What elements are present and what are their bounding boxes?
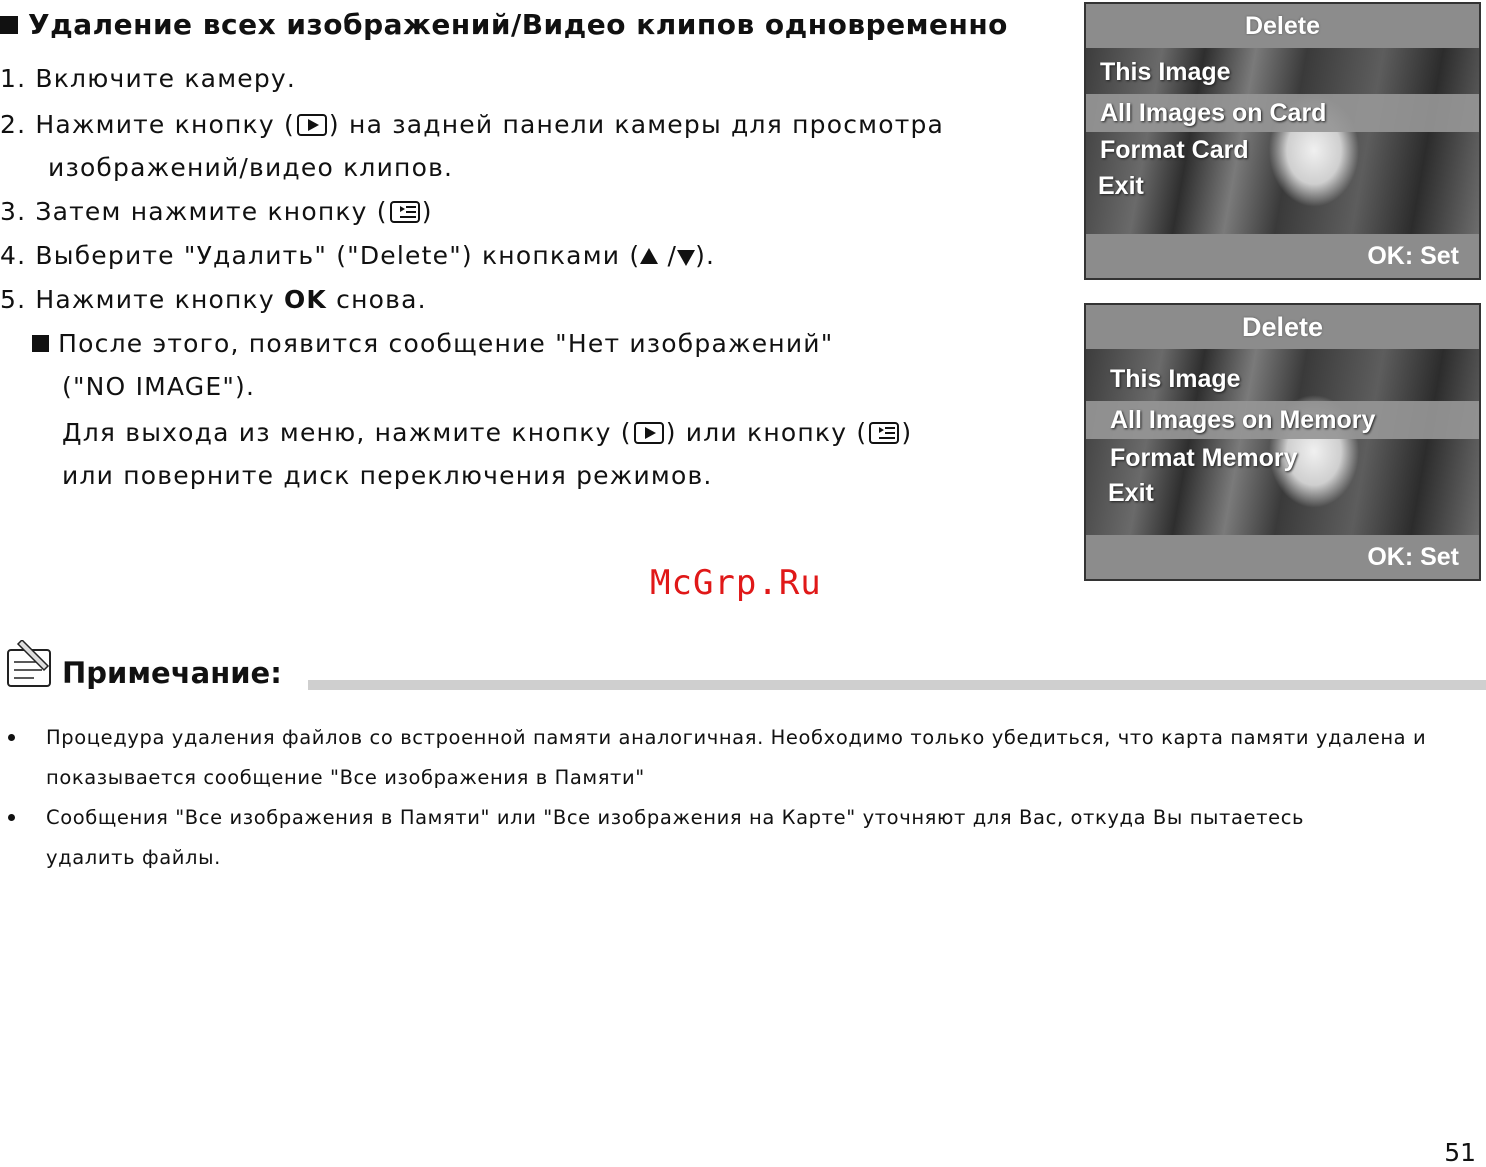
step-4-text-a: 4. Выберите "Удалить" ("Delete") кнопками (: [0, 241, 641, 270]
lcd-delete-menu-card: [1084, 2, 1481, 280]
note-bullet-2-line-1: Сообщения "Все изображения в Памяти" или "Все изображения на Карте" уточняют для Вас, откуда Вы пытаетесь: [46, 806, 1305, 829]
note-bullet-1-line-1: Процедура удаления файлов со встроенной памяти аналогичная. Необходимо только убедиться, что карта памяти удалена и: [46, 726, 1427, 749]
list-item: [0, 718, 1486, 798]
section-heading: [0, 8, 1008, 41]
after-note-cont: [62, 372, 255, 402]
play-button-icon: [634, 422, 664, 444]
list-item: [0, 798, 1486, 878]
step-1: [0, 64, 296, 94]
note-list: [0, 718, 1486, 878]
lcd-item-format-memory[interactable]: Format Memory: [1110, 444, 1298, 472]
exit-text-a: Для выхода из меню, нажмите кнопку (: [62, 418, 632, 447]
step-3-text-a: 3. Затем нажмите кнопку (: [0, 197, 388, 226]
lcd-item-format-card[interactable]: Format Card: [1100, 136, 1249, 164]
step-2-text-c: изображений/видео клипов.: [48, 153, 454, 182]
heading-text: Удаление всех изображений/Видео клипов одновременно: [28, 8, 1008, 41]
lcd-photo-background: [1086, 48, 1479, 234]
watermark: McGrp.Ru: [650, 563, 822, 603]
exit-instruction: [62, 418, 912, 448]
lcd-item-exit[interactable]: Exit: [1098, 172, 1144, 200]
play-button-icon: [297, 114, 327, 136]
step-2-text-a: 2. Нажмите кнопку (: [0, 110, 295, 139]
note-title: Примечание:: [62, 656, 282, 690]
step-3: [0, 197, 433, 227]
lcd-photo-background: [1086, 349, 1479, 535]
step-2: [0, 110, 944, 140]
bullet-dot-icon: [8, 814, 15, 821]
after-text-a: После этого, появится сообщение "Нет изображений": [58, 329, 834, 358]
bullet-dot-icon: [8, 734, 15, 741]
step-2-cont: [48, 153, 453, 183]
lcd-item-all-images-card[interactable]: All Images on Card: [1086, 94, 1479, 132]
exit-text-d: или поверните диск переключения режимов.: [62, 461, 713, 490]
lcd-delete-menu-memory: [1084, 303, 1481, 581]
lcd-footer-ok-set: OK: Set: [1086, 535, 1479, 579]
lcd-footer-ok-set: OK: Set: [1086, 234, 1479, 278]
note-heading: [4, 640, 282, 690]
lcd-title: Delete: [1086, 4, 1479, 48]
menu-button-icon: [869, 422, 899, 444]
lcd-item-this-image[interactable]: This Image: [1110, 365, 1241, 393]
exit-text-c: ): [901, 418, 913, 447]
step-4-separator: /: [658, 241, 678, 270]
after-note: [32, 329, 833, 359]
square-bullet-icon: [0, 16, 18, 34]
note-pencil-icon: [4, 640, 56, 690]
exit-text-b: ) или кнопку (: [665, 418, 868, 447]
lcd-item-exit[interactable]: Exit: [1108, 479, 1154, 507]
note-bullet-1-line-2: показывается сообщение "Все изображения в Памяти": [46, 766, 645, 789]
step-3-text-b: ): [421, 197, 433, 226]
step-5: [0, 285, 427, 315]
step-5-text-b: снова.: [327, 285, 427, 314]
up-arrow-icon: [640, 248, 658, 264]
lcd-title: Delete: [1086, 305, 1479, 349]
note-bullet-2-line-2: удалить файлы.: [46, 846, 221, 869]
square-bullet-icon: [32, 335, 49, 352]
lcd-item-all-images-memory[interactable]: All Images on Memory: [1086, 401, 1479, 439]
step-1-text: 1. Включите камеру.: [0, 64, 297, 93]
note-divider: [308, 680, 1486, 690]
down-arrow-icon: [677, 250, 695, 266]
step-4-text-b: ).: [695, 241, 716, 270]
step-2-text-b: ) на задней панели камеры для просмотра: [328, 110, 945, 139]
ok-key-label: OK: [283, 285, 327, 314]
exit-instruction-cont: [62, 461, 713, 491]
step-4: [0, 241, 715, 271]
menu-button-icon: [390, 201, 420, 223]
page-number: 51: [1444, 1138, 1476, 1167]
lcd-item-this-image[interactable]: This Image: [1100, 58, 1231, 86]
step-5-text-a: 5. Нажмите кнопку: [0, 285, 284, 314]
after-text-b: ("NO IMAGE").: [62, 372, 256, 401]
